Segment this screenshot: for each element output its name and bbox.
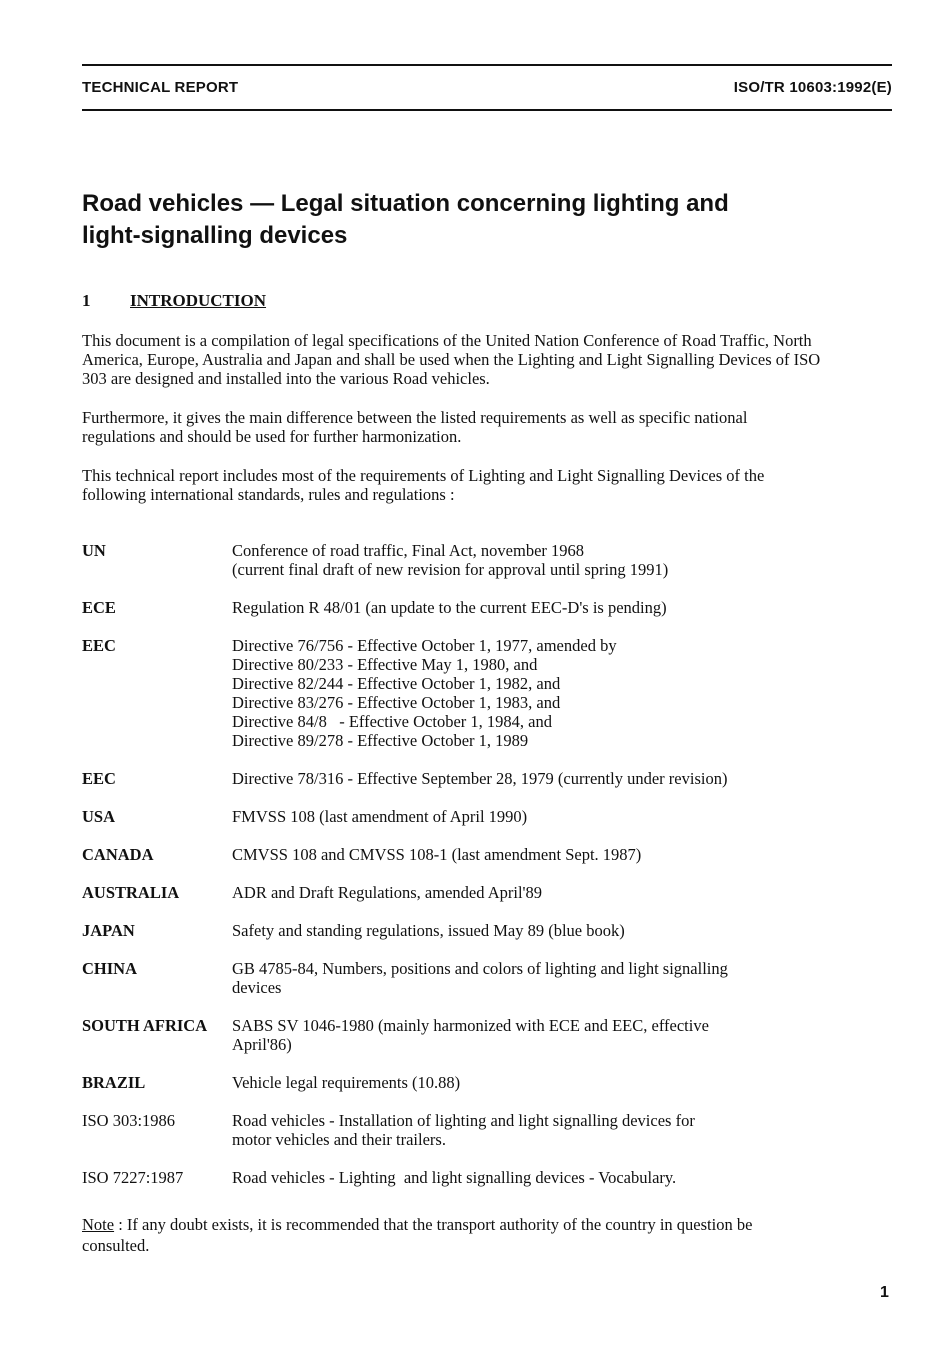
regulation-description (232, 807, 842, 826)
note-text: : If any doubt exists, it is recommended that the transport authority of the country in question be consulted. (82, 1215, 753, 1255)
regulation-description-line: Directive 83/276 - Effective October 1, 1983, and (232, 693, 561, 712)
regulation-description (232, 1168, 842, 1187)
regulation-row (82, 1073, 842, 1092)
regulation-row (82, 541, 842, 579)
regulation-description-line: (current final draft of new revision for approval until spring 1991) (232, 560, 669, 579)
regulation-description (232, 1111, 842, 1149)
regulation-description-line: Conference of road traffic, Final Act, november 1968 (232, 541, 585, 560)
regulation-description-line: devices (232, 978, 282, 997)
regulation-description-line: April'86) (232, 1035, 292, 1054)
running-header (82, 64, 892, 111)
regulation-code: SOUTH AFRICA (82, 1016, 208, 1035)
regulation-row (82, 883, 842, 902)
document-title (82, 188, 842, 252)
regulation-description-line: ADR and Draft Regulations, amended April'89 (232, 883, 542, 902)
regulation-description-line: SABS SV 1046-1980 (mainly harmonized with ECE and EEC, effective (232, 1016, 709, 1035)
regulation-description-line: GB 4785-84, Numbers, positions and colors of lighting and light signalling (232, 959, 728, 978)
regulation-code: ECE (82, 598, 116, 617)
regulation-description-line: motor vehicles and their trailers. (232, 1130, 446, 1149)
regulation-row (82, 598, 842, 617)
note-paragraph (82, 1214, 822, 1256)
regulation-description (232, 883, 842, 902)
regulation-row (82, 1111, 842, 1149)
regulation-code: JAPAN (82, 921, 135, 940)
regulation-row (82, 921, 842, 940)
title-line-1: Road vehicles — Legal situation concerning lighting and (82, 190, 729, 217)
regulation-row (82, 769, 842, 788)
section-title: INTRODUCTION (130, 291, 267, 310)
section-heading (82, 291, 266, 311)
regulation-row (82, 845, 842, 864)
regulation-description (232, 769, 842, 788)
regulation-code: CANADA (82, 845, 154, 864)
regulation-description-line: CMVSS 108 and CMVSS 108-1 (last amendment Sept. 1987) (232, 845, 642, 864)
regulation-row (82, 1168, 842, 1187)
page-number: 1 (880, 1284, 889, 1301)
header-document-id: ISO/TR 10603:1992(E) (733, 79, 892, 96)
regulation-code: UN (82, 541, 106, 560)
regulation-code: EEC (82, 636, 116, 655)
regulation-description-line: Directive 76/756 - Effective October 1, 1977, amended by (232, 636, 617, 655)
regulation-row (82, 636, 842, 750)
regulation-description-line: Directive 82/244 - Effective October 1, 1982, and (232, 674, 561, 693)
regulation-code: EEC (82, 769, 116, 788)
regulation-description-line: Directive 84/8 - Effective October 1, 1984, and (232, 712, 552, 731)
regulation-code: BRAZIL (82, 1073, 146, 1092)
regulation-description (232, 541, 842, 579)
regulation-description (232, 959, 842, 997)
intro-paragraph-3: This technical report includes most of the requirements of Lighting and Light Signalling Devices of the following international standards, rules and regulations : (82, 466, 765, 504)
regulation-description-line: Road vehicles - Installation of lighting and light signalling devices for (232, 1111, 695, 1130)
intro-paragraph-1: This document is a compilation of legal specifications of the United Nation Conference of Road Traffic, North America, Europe, Australia and Japan and shall be used when the Lighting and Light Signalling Devices of ISO 303 are designed and installed into the various Road vehicles. (82, 331, 821, 388)
intro-paragraph-2: Furthermore, it gives the main difference between the listed requirements as well as specific national regulations and should be used for further harmonization. (82, 408, 748, 446)
regulation-description (232, 598, 842, 617)
regulation-description-line: Directive 89/278 - Effective October 1, 1989 (232, 731, 529, 750)
regulation-code: CHINA (82, 959, 138, 978)
note-label: Note (82, 1215, 115, 1234)
regulations-list (82, 541, 842, 1187)
regulation-code: ISO 303:1986 (82, 1111, 176, 1130)
regulation-code: ISO 7227:1987 (82, 1168, 184, 1187)
regulation-description (232, 921, 842, 940)
regulation-code: AUSTRALIA (82, 883, 180, 902)
regulation-description-line: Directive 78/316 - Effective September 28, 1979 (currently under revision) (232, 769, 728, 788)
regulation-description-line: Regulation R 48/01 (an update to the current EEC-D's is pending) (232, 598, 667, 617)
regulation-description (232, 845, 842, 864)
regulation-description-line: Vehicle legal requirements (10.88) (232, 1073, 461, 1092)
title-line-2: light-signalling devices (82, 222, 348, 249)
regulation-description-line: Road vehicles - Lighting and light signalling devices - Vocabulary. (232, 1168, 677, 1187)
header-report-type: TECHNICAL REPORT (82, 79, 239, 96)
regulation-row (82, 807, 842, 826)
regulation-row (82, 1016, 842, 1054)
regulation-description-line: FMVSS 108 (last amendment of April 1990) (232, 807, 528, 826)
regulation-code: USA (82, 807, 116, 826)
regulation-description (232, 1073, 842, 1092)
section-number: 1 (82, 291, 91, 310)
regulation-description (232, 636, 842, 750)
regulation-row (82, 959, 842, 997)
regulation-description (232, 1016, 842, 1054)
regulation-description-line: Safety and standing regulations, issued May 89 (blue book) (232, 921, 625, 940)
regulation-description-line: Directive 80/233 - Effective May 1, 1980, and (232, 655, 538, 674)
